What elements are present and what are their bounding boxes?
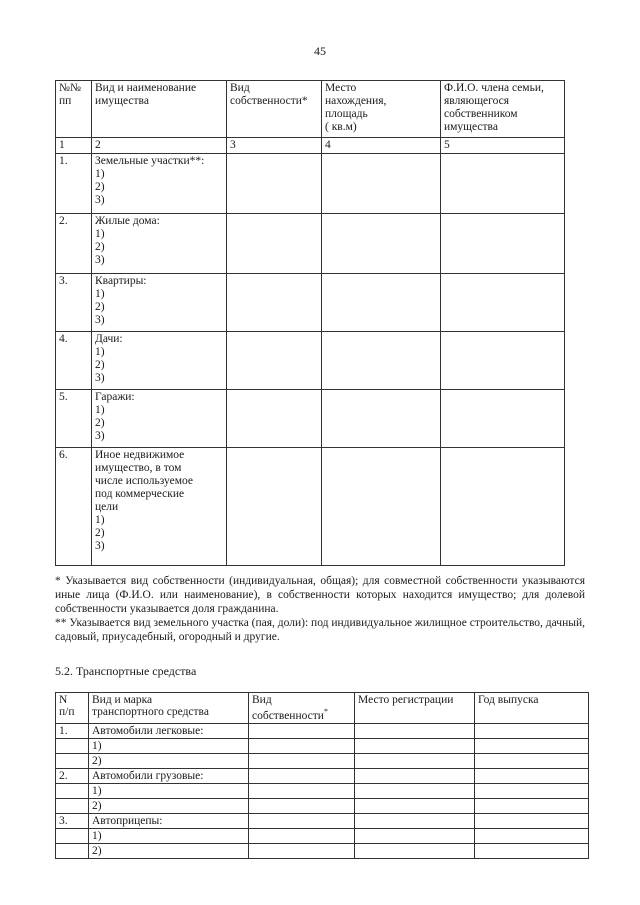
header-cell-owner-name: Ф.И.О. члена семьи, являющегося собственником имущества bbox=[441, 81, 565, 138]
table-row bbox=[56, 738, 589, 753]
row-number: 2. bbox=[56, 214, 92, 274]
header-ownership-label: Вид собственности bbox=[252, 694, 324, 722]
item-label: 2) bbox=[89, 753, 249, 768]
empty-cell bbox=[355, 798, 475, 813]
empty-cell bbox=[227, 154, 322, 214]
header-cell-registration-place: Место регистрации bbox=[355, 693, 475, 724]
header-cell-number: №№ пп bbox=[56, 81, 92, 138]
empty-cell bbox=[475, 753, 589, 768]
row-property-name: Гаражи: 1) 2) 3) bbox=[92, 390, 227, 448]
column-number: 5 bbox=[441, 138, 565, 154]
table-row bbox=[56, 798, 589, 813]
section-title: 5.2. Транспортные средства bbox=[55, 664, 197, 678]
empty-cell bbox=[322, 214, 441, 274]
empty-cell bbox=[227, 274, 322, 332]
row-number: 3. bbox=[56, 274, 92, 332]
empty-cell bbox=[227, 448, 322, 566]
page-number: 45 bbox=[314, 44, 326, 58]
empty-cell bbox=[249, 828, 355, 843]
empty-cell bbox=[56, 843, 89, 858]
empty-cell bbox=[56, 828, 89, 843]
row-number: 6. bbox=[56, 448, 92, 566]
empty-cell bbox=[249, 723, 355, 738]
header-cell-vehicle-type: Вид и марка транспортного средства bbox=[89, 693, 249, 724]
group-row bbox=[56, 813, 589, 828]
header-cell-ownership-type bbox=[249, 693, 355, 724]
empty-cell bbox=[355, 768, 475, 783]
header-cell-number: N п/п bbox=[56, 693, 89, 724]
empty-cell bbox=[475, 783, 589, 798]
empty-cell bbox=[475, 738, 589, 753]
empty-cell bbox=[355, 738, 475, 753]
empty-cell bbox=[249, 783, 355, 798]
table-row bbox=[56, 783, 589, 798]
column-number: 2 bbox=[92, 138, 227, 154]
header-cell-year: Год выпуска bbox=[475, 693, 589, 724]
group-row bbox=[56, 768, 589, 783]
empty-cell bbox=[56, 783, 89, 798]
header-cell-location-area: Место нахождения, площадь ( кв.м) bbox=[322, 81, 441, 138]
empty-cell bbox=[355, 783, 475, 798]
table-row bbox=[56, 214, 565, 274]
table-row bbox=[56, 843, 589, 858]
empty-cell bbox=[249, 843, 355, 858]
empty-cell bbox=[441, 332, 565, 390]
row-property-name: Дачи: 1) 2) 3) bbox=[92, 332, 227, 390]
empty-cell bbox=[56, 738, 89, 753]
column-number: 1 bbox=[56, 138, 92, 154]
column-number: 4 bbox=[322, 138, 441, 154]
empty-cell bbox=[227, 332, 322, 390]
row-number: 5. bbox=[56, 390, 92, 448]
empty-cell bbox=[56, 798, 89, 813]
footnotes bbox=[55, 574, 585, 644]
empty-cell bbox=[475, 798, 589, 813]
column-number: 3 bbox=[227, 138, 322, 154]
empty-cell bbox=[322, 274, 441, 332]
real-estate-table bbox=[55, 80, 565, 566]
row-number: 1. bbox=[56, 154, 92, 214]
empty-cell bbox=[355, 828, 475, 843]
empty-cell bbox=[441, 390, 565, 448]
empty-cell bbox=[441, 214, 565, 274]
row-number: 3. bbox=[56, 813, 89, 828]
empty-cell bbox=[249, 768, 355, 783]
table-header-row bbox=[56, 693, 589, 724]
footnote-land-plot-type: ** Указывается вид земельного участка (пая, доли): под индивидуальное жилищное строительство, дачный, садовый, приусадебный, огородный и другие. bbox=[55, 617, 585, 643]
group-title: Автомобили легковые: bbox=[89, 723, 249, 738]
empty-cell bbox=[322, 448, 441, 566]
header-cell-property-name: Вид и наименование имущества bbox=[92, 81, 227, 138]
row-property-name: Иное недвижимое имущество, в том числе используемое под коммерческие цели 1) 2) 3) bbox=[92, 448, 227, 566]
row-property-name: Земельные участки**: 1) 2) 3) bbox=[92, 154, 227, 214]
item-label: 2) bbox=[89, 843, 249, 858]
item-label: 1) bbox=[89, 738, 249, 753]
empty-cell bbox=[322, 154, 441, 214]
empty-cell bbox=[441, 154, 565, 214]
empty-cell bbox=[475, 813, 589, 828]
empty-cell bbox=[355, 813, 475, 828]
item-label: 1) bbox=[89, 828, 249, 843]
empty-cell bbox=[56, 753, 89, 768]
row-number: 1. bbox=[56, 723, 89, 738]
empty-cell bbox=[441, 274, 565, 332]
table-row bbox=[56, 274, 565, 332]
table-row bbox=[56, 828, 589, 843]
empty-cell bbox=[249, 753, 355, 768]
column-number-row bbox=[56, 138, 565, 154]
empty-cell bbox=[227, 214, 322, 274]
empty-cell bbox=[227, 390, 322, 448]
group-title: Автомобили грузовые: bbox=[89, 768, 249, 783]
empty-cell bbox=[475, 828, 589, 843]
table-row bbox=[56, 448, 565, 566]
row-number: 2. bbox=[56, 768, 89, 783]
empty-cell bbox=[249, 738, 355, 753]
empty-cell bbox=[322, 390, 441, 448]
empty-cell bbox=[322, 332, 441, 390]
row-property-name: Квартиры: 1) 2) 3) bbox=[92, 274, 227, 332]
group-title: Автоприцепы: bbox=[89, 813, 249, 828]
table-header-row bbox=[56, 81, 565, 138]
empty-cell bbox=[441, 448, 565, 566]
table-row bbox=[56, 390, 565, 448]
empty-cell bbox=[249, 798, 355, 813]
empty-cell bbox=[249, 813, 355, 828]
row-property-name: Жилые дома: 1) 2) 3) bbox=[92, 214, 227, 274]
empty-cell bbox=[475, 723, 589, 738]
group-row bbox=[56, 723, 589, 738]
item-label: 1) bbox=[89, 783, 249, 798]
footnote-mark: * bbox=[323, 707, 328, 716]
empty-cell bbox=[475, 768, 589, 783]
table-row bbox=[56, 154, 565, 214]
vehicles-table bbox=[55, 692, 589, 859]
table-row bbox=[56, 332, 565, 390]
empty-cell bbox=[355, 723, 475, 738]
footnote-ownership-type: * Указывается вид собственности (индивидуальная, общая); для совместной собственности указываются иные лица (Ф.И.О. или наименование), в собственности которых находится имущество; для долевой собственности указывается доля гражданина. bbox=[55, 575, 585, 615]
header-cell-ownership-type: Вид собственности* bbox=[227, 81, 322, 138]
item-label: 2) bbox=[89, 798, 249, 813]
empty-cell bbox=[355, 843, 475, 858]
row-number: 4. bbox=[56, 332, 92, 390]
table-row bbox=[56, 753, 589, 768]
empty-cell bbox=[355, 753, 475, 768]
empty-cell bbox=[475, 843, 589, 858]
